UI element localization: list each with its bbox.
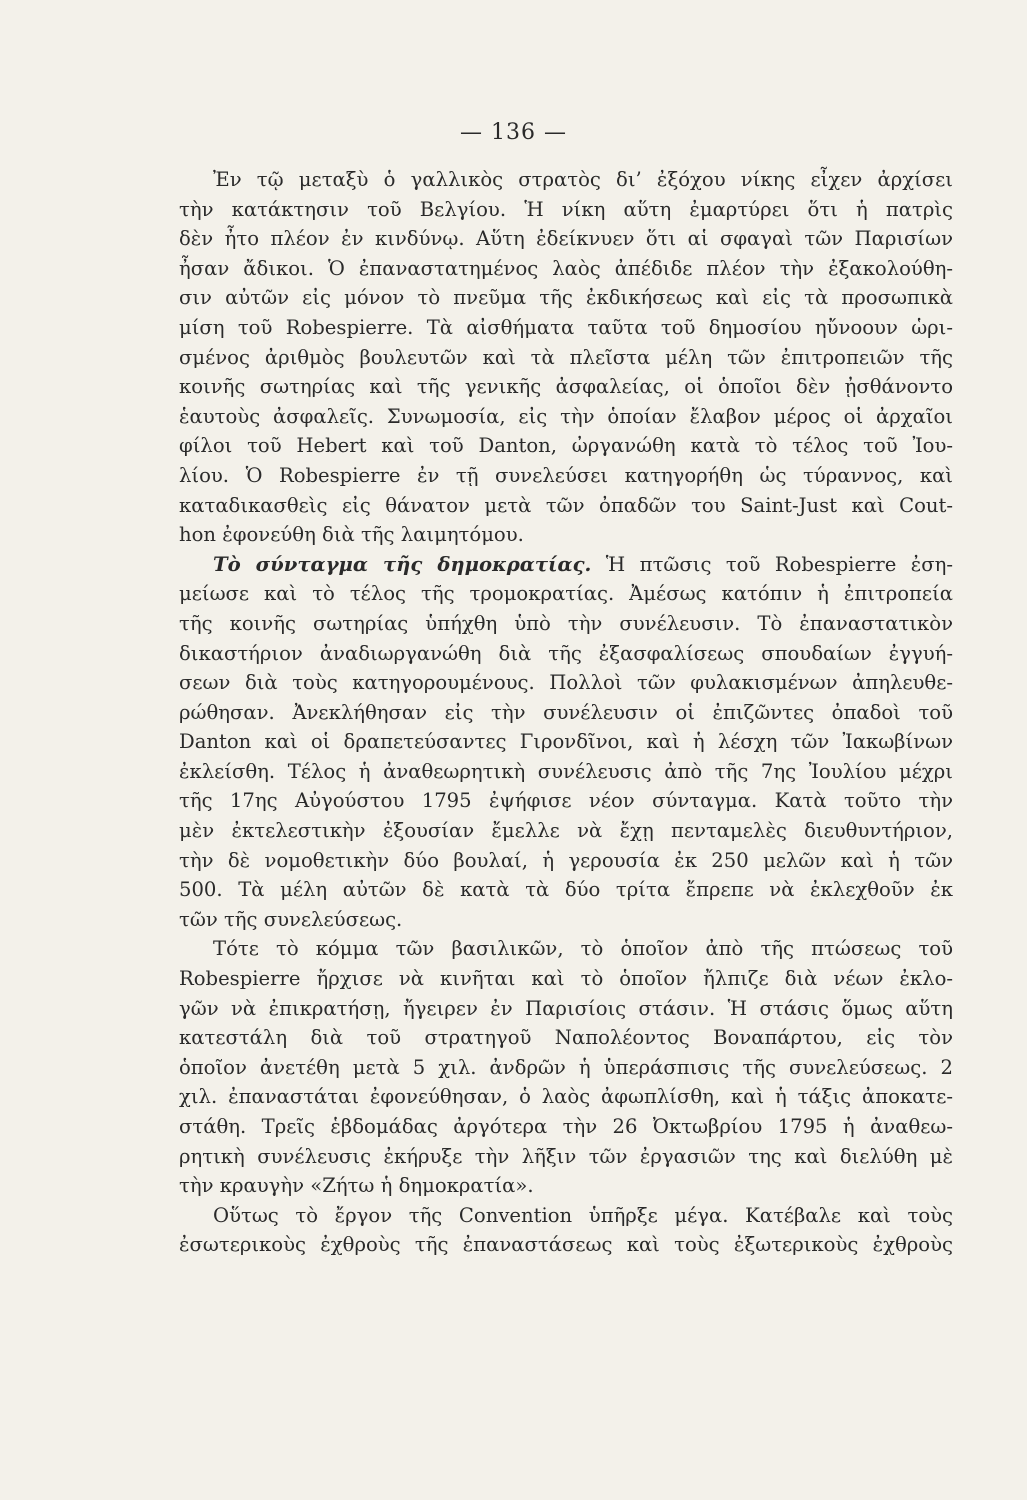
text-line: χιλ. ἐπαναστάται ἐφονεύθησαν, ὁ λαὸς ἀφωπλίσθη, καὶ ἡ τάξις ἀποκατε- <box>179 1085 953 1109</box>
text-line: Robespierre ἤρχισε νὰ κινῆται καὶ τὸ ὁποῖον ἤλπιζε διὰ νέων ἐκλο- <box>179 967 953 991</box>
text-line: μὲν ἐκτελεστικὴν ἐξουσίαν ἔμελλε νὰ ἔχῃ πενταμελὲς διευθυντήριον, <box>179 819 953 843</box>
paragraph-4 <box>145 1201 953 1260</box>
section-heading: Τὸ σύνταγμα τῆς δημοκρατίας. <box>213 552 592 576</box>
text-line: τὴν κραυγὴν «Ζήτω ἡ δημοκρατία». <box>179 1174 534 1198</box>
text-line: hon ἐφονεύθη διὰ τῆς λαιμητόμου. <box>179 523 524 547</box>
text-line: ρώθησαν. Ἀνεκλήθησαν εἰς τὴν συνέλευσιν οἱ ἐπιζῶντες ὀπαδοὶ τοῦ <box>179 700 953 724</box>
text-line <box>145 550 953 580</box>
text-line: Οὕτως τὸ ἔργον τῆς Convention ὑπῆρξε μέγα. Κατέβαλε καὶ τοὺς <box>213 1203 953 1227</box>
text-line: κοινῆς σωτηρίας καὶ τῆς γενικῆς ἀσφαλείας, οἱ ὁποῖοι δὲν ᾐσθάνοντο <box>179 375 953 399</box>
text-line: δικαστήριον ἀναδιωργανώθη διὰ τῆς ἐξασφαλίσεως σπουδαίων ἐγγυή- <box>179 641 953 665</box>
text-line: σιν αὐτῶν εἰς μόνον τὸ πνεῦμα τῆς ἐκδικήσεως καὶ εἰς τὰ προσωπικὰ <box>179 286 953 310</box>
text-line: τὴν κατάκτησιν τοῦ Βελγίου. Ἡ νίκη αὕτη ἐμαρτύρει ὅτι ἡ πατρὶς <box>179 197 953 221</box>
text-line: ἐκλείσθη. Τέλος ἡ ἀναθεωρητικὴ συνέλευσις ἀπὸ τῆς 7ης Ἰουλίου μέχρι <box>179 759 953 783</box>
paragraph-1 <box>145 165 953 550</box>
text-line: ρητικὴ συνέλευσις ἐκήρυξε τὴν λῆξιν τῶν ἐργασιῶν της καὶ διελύθη μὲ <box>179 1144 953 1168</box>
text-line: κατεστάλη διὰ τοῦ στρατηγοῦ Ναπολέοντος Βοναπάρτου, εἰς τὸν <box>179 1026 953 1050</box>
text-line: φίλοι τοῦ Hebert καὶ τοῦ Danton, ὠργανώθη κατὰ τὸ τέλος τοῦ Ἰου- <box>179 434 953 458</box>
text-line: λίου. Ὁ Robespierre ἐν τῇ συνελεύσει κατηγορήθη ὡς τύραννος, καὶ <box>179 463 953 487</box>
text-line: μείωσε καὶ τὸ τέλος τῆς τρομοκρατίας. Ἀμέσως κατόπιν ἡ ἐπιτροπεία <box>179 582 953 606</box>
text-line: ὁποῖον ἀνετέθη μετὰ 5 χιλ. ἀνδρῶν ἡ ὑπεράσπισις τῆς συνελεύσεως. 2 <box>179 1055 953 1079</box>
text-line: σμένος ἀριθμὸς βουλευτῶν καὶ τὰ πλεῖστα μέλη τῶν ἐπιτροπειῶν τῆς <box>179 345 953 369</box>
page-number: — 136 — <box>460 120 567 145</box>
text-line: σεων διὰ τοὺς κατηγορουμένους. Πολλοὶ τῶν φυλακισμένων ἀπηλευθε- <box>179 671 953 695</box>
text-line: ἐσωτερικοὺς ἐχθροὺς τῆς ἐπαναστάσεως καὶ τοὺς ἐξωτερικοὺς ἐχθροὺς <box>179 1233 953 1257</box>
text-line: ἦσαν ἄδικοι. Ὁ ἐπαναστατημένος λαὸς ἀπέδιδε πλέον τὴν ἐξακολούθη- <box>179 256 953 280</box>
text-line: Ἐν τῷ μεταξὺ ὁ γαλλικὸς στρατὸς δι’ ἐξόχου νίκης εἶχεν ἀρχίσει <box>213 168 953 191</box>
text-line: τὴν δὲ νομοθετικὴν δύο βουλαί, ἡ γερουσία ἐκ 250 μελῶν καὶ ἡ τῶν <box>179 848 953 872</box>
text-line: μίση τοῦ Robespierre. Τὰ αἰσθήματα ταῦτα τοῦ δημοσίου ηὔνοουν ὡρι- <box>179 315 953 339</box>
text-line: Danton καὶ οἱ δραπετεύσαντες Γιρονδῖνοι, καὶ ἡ λέσχη τῶν Ἰακωβίνων <box>179 730 953 754</box>
text-line: καταδικασθεὶς εἰς θάνατον μετὰ τῶν ὀπαδῶν του Saint-Just καὶ Cout- <box>179 493 953 517</box>
text-line: τῶν τῆς συνελεύσεως. <box>179 907 403 931</box>
text-line: 500. Τὰ μέλη αὐτῶν δὲ κατὰ τὰ δύο τρίτα ἔπρεπε νὰ ἐκλεχθοῦν ἐκ <box>179 878 953 902</box>
text-line: δὲν ἦτο πλέον ἐν κινδύνῳ. Αὕτη ἐδείκνυεν ὅτι αἱ σφαγαὶ τῶν Παρισίων <box>179 227 953 251</box>
text-run: Ἡ πτῶσις τοῦ Robespierre ἐση- <box>591 552 953 576</box>
text-line: ἑαυτοὺς ἀσφαλεῖς. Συνωμοσία, εἰς τὴν ὁποίαν ἔλαβον μέρος οἱ ἀρχαῖοι <box>179 404 953 428</box>
body-text <box>145 165 953 1260</box>
text-line: Τότε τὸ κόμμα τῶν βασιλικῶν, τὸ ὁποῖον ἀπὸ τῆς πτώσεως τοῦ <box>213 937 953 961</box>
text-line: τῆς κοινῆς σωτηρίας ὑπήχθη ὑπὸ τὴν συνέλευσιν. Τὸ ἐπαναστατικὸν <box>179 611 953 635</box>
text-line: γῶν νὰ ἐπικρατήσῃ, ἤγειρεν ἐν Παρισίοις στάσιν. Ἡ στάσις ὅμως αὕτη <box>179 996 953 1020</box>
text-line: τῆς 17ης Αὐγούστου 1795 ἐψήφισε νέον σύνταγμα. Κατὰ τοῦτο τὴν <box>179 789 953 813</box>
text-line: στάθη. Τρεῖς ἑβδομάδας ἀργότερα τὴν 26 Ὀκτωβρίου 1795 ἡ ἀναθεω- <box>179 1115 953 1138</box>
paragraph-2 <box>145 550 953 935</box>
paragraph-3 <box>145 934 953 1200</box>
